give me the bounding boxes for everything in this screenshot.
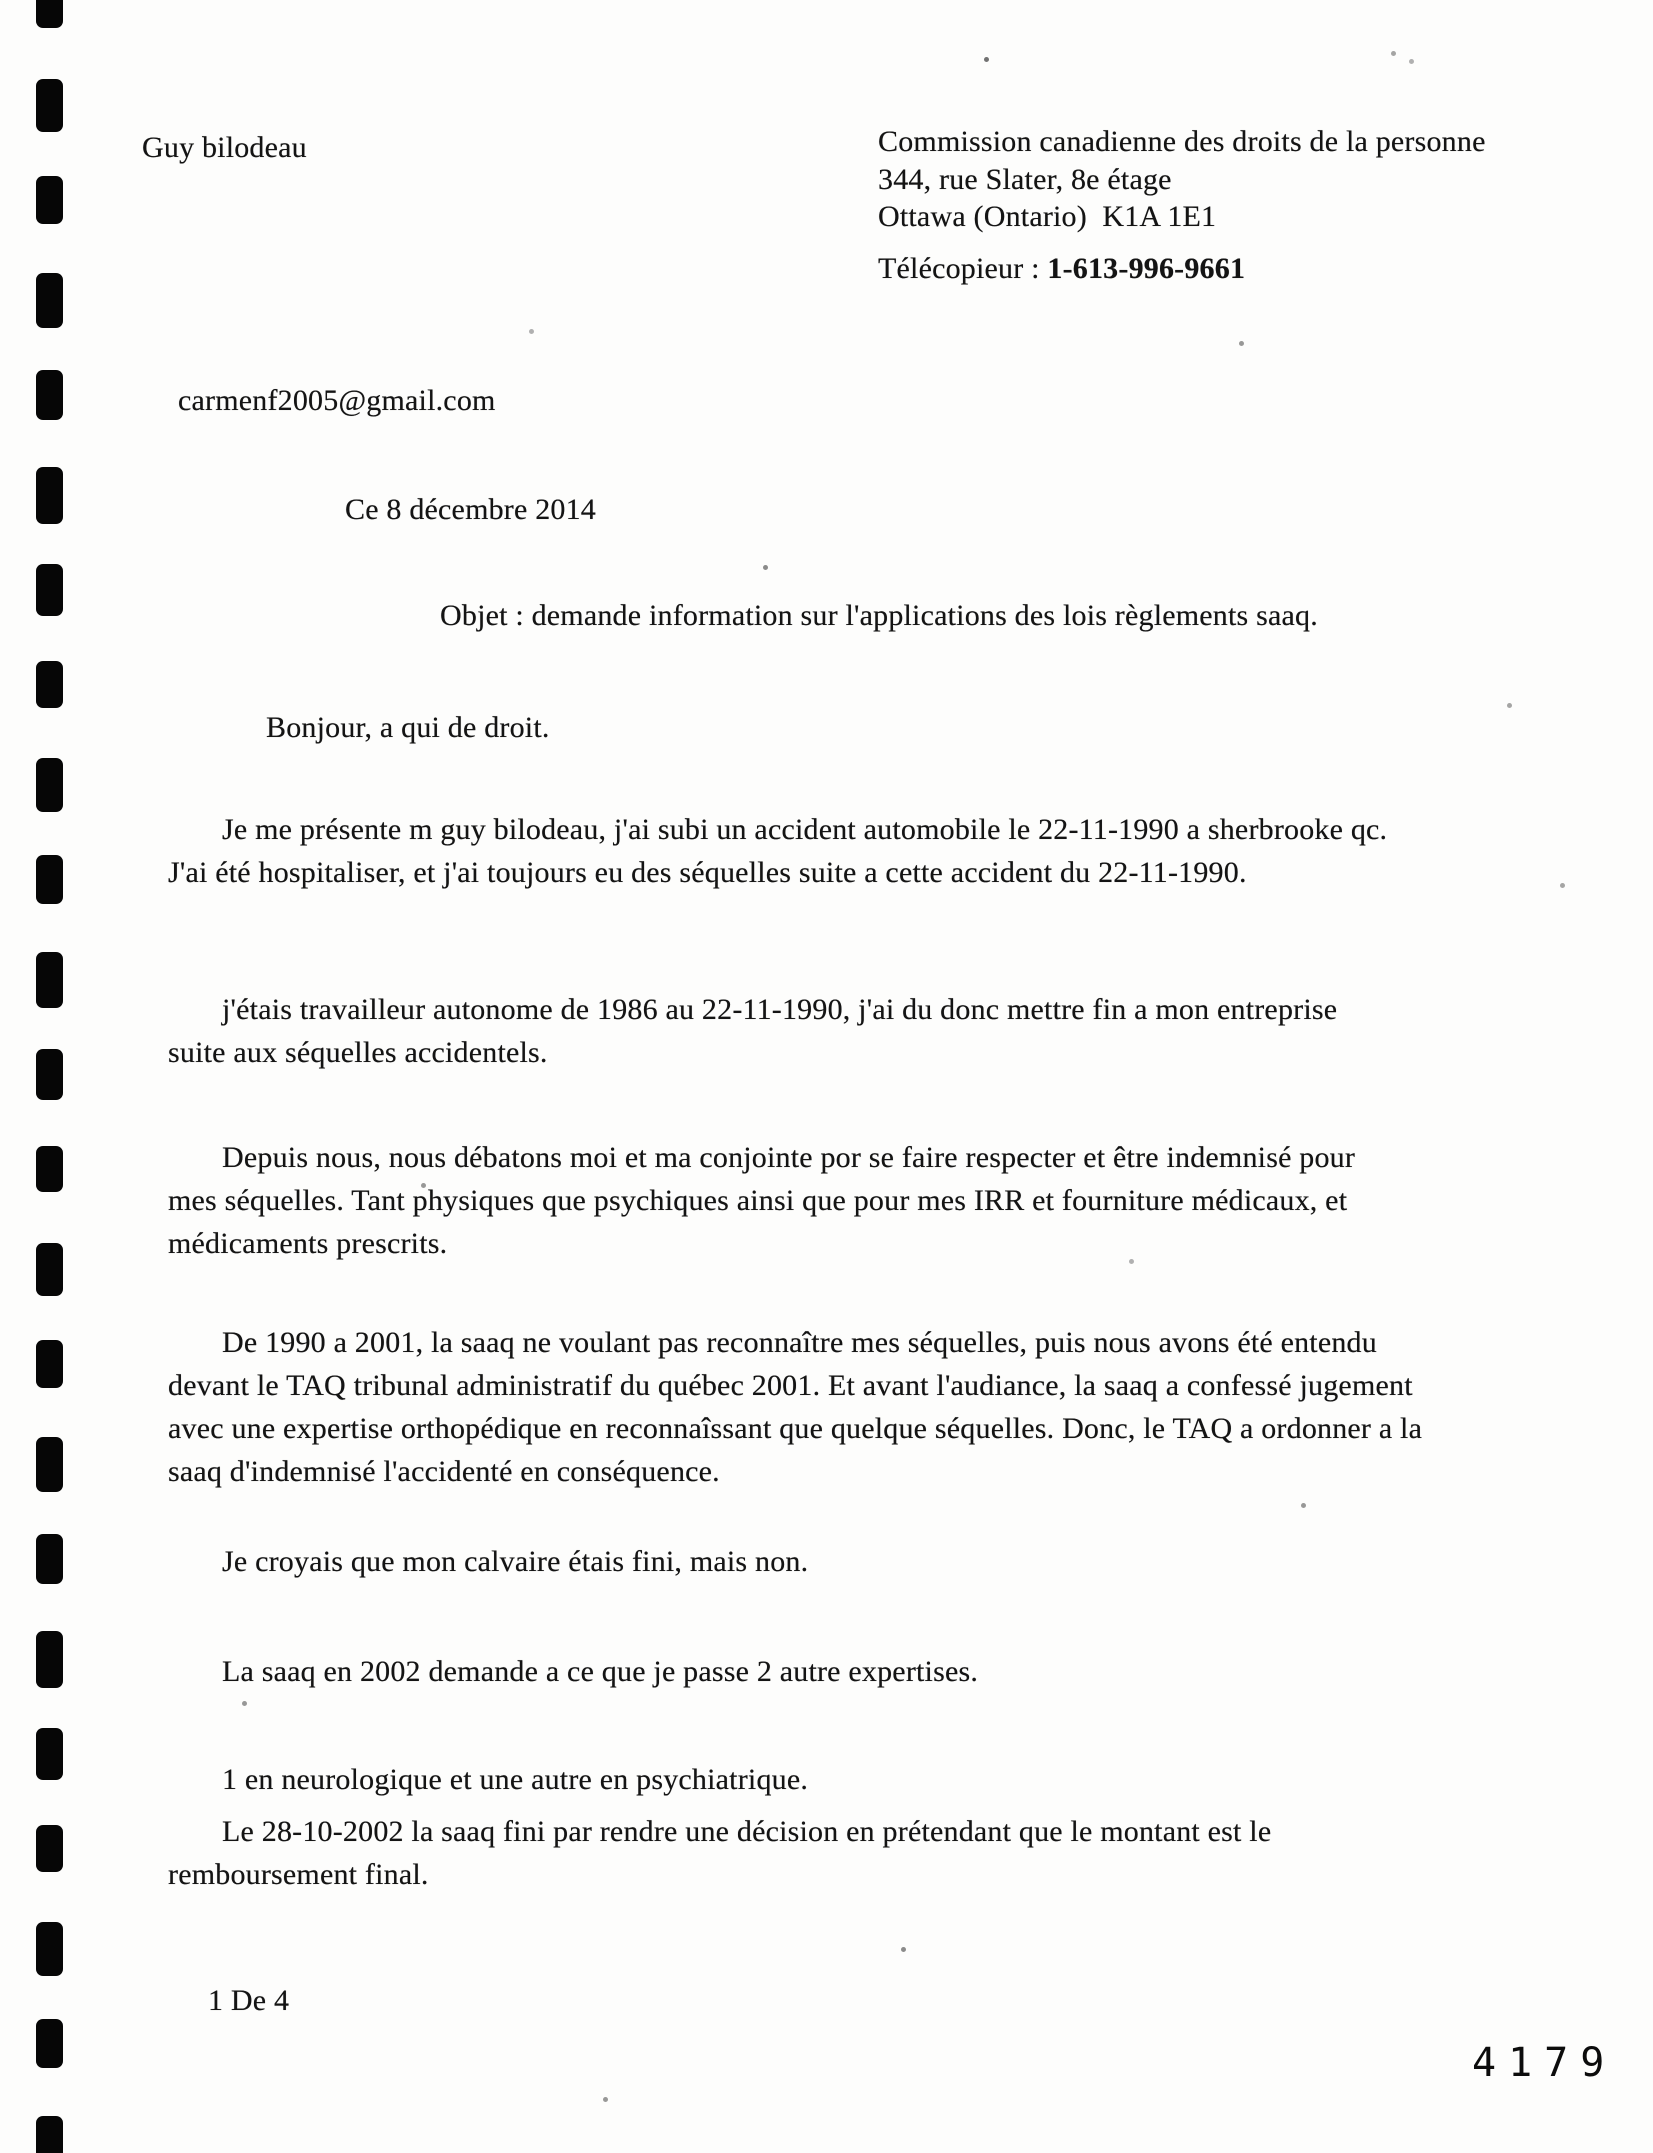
binding-strip [36, 0, 68, 2153]
paragraph-line: Je croyais que mon calvaire étais fini, mais non. [222, 1545, 809, 1578]
binding-hole [36, 467, 63, 524]
paragraph-3 [168, 1141, 1355, 1270]
binding-hole [36, 758, 63, 812]
salutation: Bonjour, a qui de droit. [266, 711, 550, 744]
binding-hole [36, 855, 63, 904]
paragraph-line: Je me présente m guy bilodeau, j'ai subi un accident automobile le 22-11-1990 a sherbrooke qc. [222, 813, 1388, 846]
paragraph-7 [168, 1763, 808, 1806]
page-number: 1 De 4 [208, 1984, 290, 2017]
paragraph-5 [168, 1545, 808, 1588]
paragraph-line: mes séquelles. Tant physiques que psychiques ainsi que pour mes IRR et fourniture médicaux, et [168, 1184, 1348, 1217]
binding-hole [36, 1534, 63, 1584]
paragraph-line: saaq d'indemnisé l'accidenté en conséquence. [168, 1455, 720, 1488]
paragraph-8 [168, 1815, 1271, 1901]
binding-hole [36, 1146, 63, 1192]
paragraph-line: remboursement final. [168, 1858, 429, 1891]
paragraph-line: devant le TAQ tribunal administratif du québec 2001. Et avant l'audiance, la saaq a confessé jugement [168, 1369, 1413, 1402]
paragraph-line: Le 28-10-2002 la saaq fini par rendre une décision en prétendant que le montant est le [222, 1815, 1272, 1848]
binding-hole [36, 1728, 63, 1780]
binding-hole [36, 2116, 63, 2153]
paragraph-line: suite aux séquelles accidentels. [168, 1036, 548, 1069]
binding-hole [36, 1340, 63, 1388]
subject-line: Objet : demande information sur l'applications des lois règlements saaq. [440, 599, 1318, 632]
binding-hole [36, 0, 63, 28]
paragraph-2 [168, 993, 1337, 1079]
binding-hole [36, 1437, 63, 1492]
recipient-fax-line [878, 251, 1245, 287]
paragraph-6 [168, 1655, 978, 1698]
paragraph-4 [168, 1326, 1422, 1498]
recipient-organization: Commission canadienne des droits de la personne [878, 125, 1486, 158]
sender-name: Guy bilodeau [142, 131, 307, 164]
sender-email: carmenf2005@gmail.com [178, 384, 496, 417]
date-line: Ce 8 décembre 2014 [345, 493, 597, 526]
binding-hole [36, 79, 63, 132]
binding-hole [36, 661, 63, 708]
fax-label: Télécopieur : [878, 252, 1048, 285]
paragraph-line: 1 en neurologique et une autre en psychiatrique. [222, 1763, 809, 1796]
binding-hole [36, 1243, 63, 1296]
binding-hole [36, 273, 63, 328]
binding-hole [36, 370, 63, 420]
paragraph-line: Depuis nous, nous débatons moi et ma conjointe por se faire respecter et être indemnisé pour [222, 1141, 1356, 1174]
binding-hole [36, 1922, 63, 1976]
binding-hole [36, 1049, 63, 1100]
binding-hole [36, 176, 63, 224]
binding-hole [36, 564, 63, 616]
paragraph-line: La saaq en 2002 demande a ce que je passe 2 autre expertises. [222, 1655, 979, 1688]
binding-hole [36, 1631, 63, 1688]
paragraph-line: avec une expertise orthopédique en reconnaîssant que quelque séquelles. Donc, le TAQ a ordonner a la [168, 1412, 1423, 1445]
fax-number: 1-613-996-9661 [1047, 252, 1246, 285]
recipient-address-line2: Ottawa (Ontario) K1A 1E1 [878, 200, 1217, 233]
paragraph-line: médicaments prescrits. [168, 1227, 448, 1260]
paragraph-1 [168, 813, 1387, 899]
recipient-address-line1: 344, rue Slater, 8e étage [878, 163, 1172, 196]
binding-hole [36, 2019, 63, 2068]
binding-hole [36, 1825, 63, 1872]
stamp-number: 4179 [1472, 2040, 1617, 2086]
paragraph-line: J'ai été hospitaliser, et j'ai toujours eu des séquelles suite a cette accident du 22-11-1990. [168, 856, 1247, 889]
paragraph-line: De 1990 a 2001, la saaq ne voulant pas reconnaître mes séquelles, puis nous avons été entendu [222, 1326, 1377, 1359]
scan-specks [0, 0, 3, 3]
paragraph-line: j'étais travailleur autonome de 1986 au 22-11-1990, j'ai du donc mettre fin a mon entreprise [222, 993, 1338, 1026]
binding-hole [36, 952, 63, 1008]
